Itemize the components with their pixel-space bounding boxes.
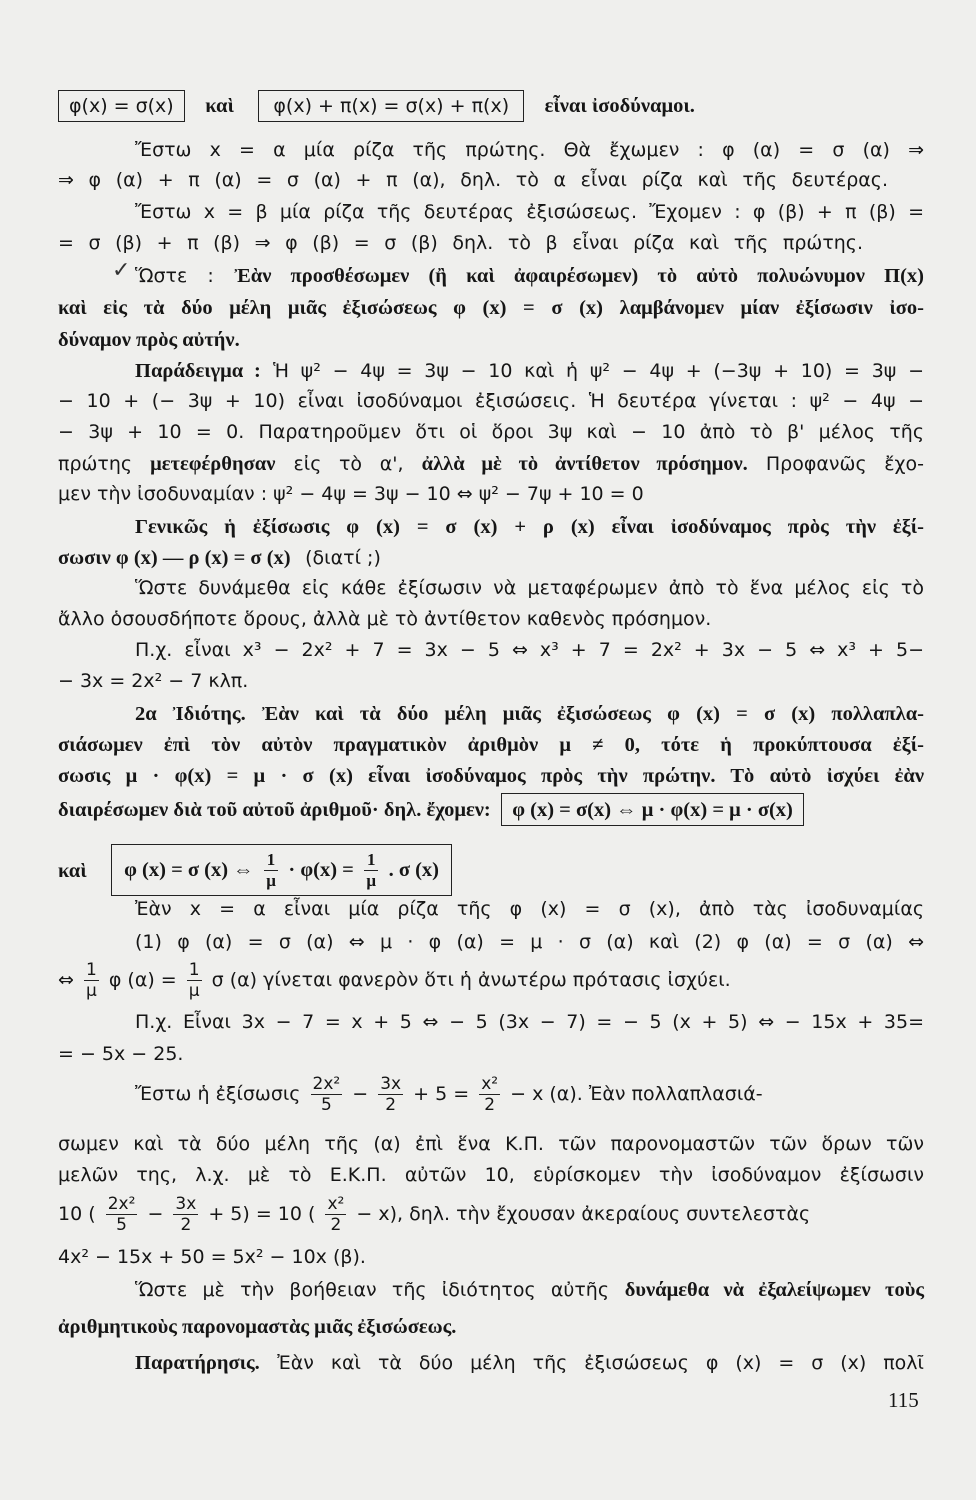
boxed-equation-2: φ(x) + π(x) = σ(x) + π(x) — [258, 90, 524, 122]
fraction — [364, 850, 378, 891]
boxed-equation-3 — [501, 793, 804, 826]
text-line: ⇒ φ (α) + π (α) = σ (α) + π (α), δηλ. τὸ α εἶναι ρίζα καὶ τῆς δευτέρας. — [58, 169, 888, 191]
denominator: μ — [266, 871, 276, 890]
page-number: 115 — [888, 1388, 919, 1412]
text-segment: σ (α) γίνεται φανερὸν ὅτι ἡ ἀνωτέρω πρότασις ἰσχύει. — [211, 969, 731, 991]
fraction — [378, 1074, 403, 1115]
remark-line — [135, 1348, 924, 1377]
bold-rule-text: Ἐὰν προσθέσωμεν (ἢ καὶ ἀφαιρέσωμεν) τὸ αὐτὸ πολυώνυμον Π(x) — [234, 265, 924, 287]
bold-rule-text: καὶ εἰς τὰ δύο μέλη μιᾶς ἐξισώσεως φ (x) = σ (x) λαμβάνομεν μίαν ἐξίσωσιν ἰσο- — [58, 297, 924, 319]
equation-text: φ (x) = σ (x) ⇔ — [124, 859, 254, 881]
equation-cleared-line — [58, 1192, 924, 1236]
numerator: 1 — [188, 960, 200, 980]
numerator: 1 — [85, 960, 97, 980]
text-line: = − 5x − 25. — [58, 1043, 184, 1065]
text-hoste: Ὥστε : — [135, 265, 214, 287]
text-line: μελῶν της, λ.χ. μὲ τὸ Ε.Κ.Π. αὐτῶν 10, εὑρίσκομεν τὴν ἰσοδύναμον ἐξίσωσιν — [58, 1164, 924, 1186]
text-segment: Ὥστε μὲ τὴν βοήθειαν τῆς ἰδιότητος αὐτῆς — [135, 1279, 609, 1301]
denominator: μ — [188, 981, 200, 1001]
denominator: 2 — [330, 1215, 342, 1235]
fraction — [106, 1194, 138, 1235]
denominator: 5 — [116, 1215, 127, 1235]
example-text: Ἡ ψ² − 4ψ = 3ψ − 10 καὶ ἡ ψ² − 4ψ + (−3ψ + 10) = 3ψ − — [273, 360, 924, 382]
denominator: 5 — [320, 1095, 332, 1115]
boxed-equation-4 — [111, 844, 452, 896]
numerator: 2x² — [107, 1194, 136, 1214]
bold-rule-text: σωσις μ · φ(x) = μ · σ (x) εἶναι ἰσοδύναμος πρὸς τὴν πρώτην. Τὸ αὐτὸ ἰσχύει ἐὰν — [58, 765, 924, 787]
bold-text-segment: ἀριθμητικοὺς παρονομαστὰς μιᾶς ἐξισώσεως. — [58, 1316, 457, 1338]
text-segment: + 5 = — [413, 1083, 470, 1105]
bold-rule-text: Γενικῶς ἡ ἐξίσωσις φ (x) = σ (x) + ρ (x) εἶναι ἰσοδύναμος πρὸς τὴν ἐξί- — [135, 516, 924, 538]
text-line: Ἔστω x = β μία ρίζα τῆς δευτέρας ἐξισώσεως. Ἔχομεν : φ (β) + π (β) = — [135, 201, 924, 223]
remark-label: Παρατήρησις. — [135, 1352, 260, 1374]
denominator: μ — [85, 981, 97, 1001]
mixed-text-line — [135, 1275, 924, 1304]
text-line: σωμεν καὶ τὰ δύο μέλη τῆς (α) ἐπὶ ἕνα Κ.Π. τῶν παρονομαστῶν τῶν ὅρων τῶν — [58, 1133, 924, 1155]
text-line: Π.χ. εἶναι x³ − 2x² + 7 = 3x − 5 ⇔ x³ + 7 = 2x² + 3x − 5 ⇔ x³ + 5− — [135, 639, 924, 661]
numerator: 2x² — [312, 1074, 341, 1094]
text-line — [58, 1312, 924, 1341]
text-line — [135, 699, 924, 728]
text-line — [58, 293, 924, 322]
rule-statement-line — [135, 261, 924, 290]
bold-text-segment: ἀλλὰ μὲ τὸ ἀντίθετον πρόσημον. — [421, 453, 748, 475]
text-segment: Ἔστω ἡ ἐξίσωσις — [135, 1083, 301, 1105]
mixed-text-line — [58, 449, 924, 478]
text-line: − 10 + (− 3ψ + 10) εἶναι ἰσοδύναμοι ἐξισώσεις. Ἡ δευτέρα γίνεται : ψ² − 4ψ − — [58, 390, 924, 412]
text-segment: − x), δηλ. τὴν ἔχουσαν ἀκεραίους συντελεστὰς — [356, 1203, 811, 1225]
fraction — [264, 850, 278, 891]
text-segment: εἰς τὸ α', — [293, 453, 404, 475]
denominator: 2 — [385, 1095, 397, 1115]
denominator: 2 — [484, 1095, 496, 1115]
numerator: x² — [481, 1074, 499, 1094]
text-line: μεν τὴν ἰσοδυναμίαν : ψ² − 4ψ = 3ψ − 10 ⇔ ψ² − 7ψ + 10 = 0 — [58, 483, 644, 505]
fraction — [187, 960, 202, 1001]
example-line — [135, 356, 924, 385]
text-line: − 3ψ + 10 = 0. Παρατηροῦμεν ὅτι οἱ ὅροι 3ψ καὶ − 10 ἀπὸ τὸ β' μέλος τῆς — [58, 421, 924, 443]
text-segment: ⇔ — [58, 969, 74, 991]
equivalence-boxes-line — [58, 90, 924, 122]
text-segment: 10 ( — [58, 1203, 96, 1225]
text-line: Ἔστω x = α μία ρίζα τῆς πρώτης. Θὰ ἔχωμεν : φ (α) = σ (α) ⇒ — [135, 139, 924, 161]
boxed-equation-1: φ(x) = σ(x) — [58, 90, 185, 122]
bold-rule-text: 2α Ἰδιότης. Ἐὰν καὶ τὰ δύο μέλη μιᾶς ἐξισώσεως φ (x) = σ (x) πολλαπλα- — [135, 703, 924, 725]
fraction — [479, 1074, 500, 1115]
text-line: Ὥστε δυνάμεθα εἰς κάθε ἐξίσωσιν νὰ μεταφέρωμεν ἀπὸ τὸ ἕνα μέλος εἰς τὸ — [135, 577, 924, 599]
text-segment: (διατί ;) — [305, 547, 381, 569]
bold-text-segment: δυνάμεθα νὰ ἐξαλείψωμεν τοὺς — [624, 1279, 924, 1301]
text-segment: − x (α). Ἐὰν πολλαπλασιά- — [510, 1083, 763, 1105]
text-line: (1) φ (α) = σ (α) ⇔ μ · φ (α) = μ · σ (α) καὶ (2) φ (α) = σ (α) ⇔ — [135, 931, 924, 953]
mixed-text-line — [58, 543, 924, 572]
text-line — [135, 512, 924, 541]
text-line: 4x² − 15x + 50 = 5x² − 10x (β). — [58, 1246, 366, 1268]
equation-text: φ (x) = σ(x) ⇔ μ · φ(x) = μ · σ(x) — [512, 799, 793, 821]
checkmark-icon: ✓ — [112, 258, 131, 283]
bold-rule-text: σιάσωμεν ἐπὶ τὸν αὐτὸν πραγματικὸν ἀριθμὸν μ ≠ 0, τότε ἡ προκύπτουσα ἐξί- — [58, 734, 924, 756]
numerator: x² — [327, 1194, 345, 1214]
boxed-rule-line — [58, 793, 924, 826]
text-line — [58, 730, 924, 759]
numerator: 3x — [380, 1074, 402, 1094]
fraction — [173, 1194, 198, 1235]
text-segment: Προφανῶς ἔχο- — [765, 453, 924, 475]
text-segment: − — [352, 1083, 369, 1105]
numerator: 3x — [175, 1194, 197, 1214]
boxed-division-line — [58, 844, 924, 896]
numerator: 1 — [264, 850, 278, 871]
fraction — [84, 960, 99, 1001]
text-segment: + 5) = 10 ( — [208, 1203, 316, 1225]
text-line: − 3x = 2x² − 7 κλπ. — [58, 670, 249, 692]
text-line: Π.χ. Εἶναι 3x − 7 = x + 5 ⇔ − 5 (3x − 7) = − 5 (x + 5) ⇔ − 15x + 35= — [135, 1011, 924, 1033]
text-segment: − — [147, 1203, 164, 1225]
bold-text-segment: σωσιν φ (x) — ρ (x) = σ (x) — [58, 547, 291, 569]
fraction — [325, 1194, 346, 1235]
text-line — [58, 325, 924, 354]
text-kai: καὶ — [58, 859, 87, 882]
text-line — [58, 761, 924, 790]
text-line: Ἐὰν x = α εἶναι μία ρίζα τῆς φ (x) = σ (x), ἀπὸ τὰς ἰσοδυναμίας — [135, 898, 924, 920]
text-segment: Ἐὰν καὶ τὰ δύο μέλη τῆς ἐξισώσεως φ (x) = σ (x) πολῖ — [277, 1352, 924, 1374]
numerator: 1 — [364, 850, 378, 871]
text-segment: φ (α) = — [108, 969, 177, 991]
fraction — [311, 1074, 343, 1115]
equation-text: · φ(x) = — [288, 859, 354, 881]
bold-rule-text: διαιρέσωμεν διὰ τοῦ αὐτοῦ ἀριθμοῦ· δηλ. ἔχομεν: — [58, 799, 491, 821]
denominator: 2 — [180, 1215, 192, 1235]
text-equivalent: εἶναι ἰσοδύναμοι. — [544, 95, 695, 117]
example-label: Παράδειγμα : — [135, 360, 261, 382]
text-segment: πρώτης — [58, 453, 133, 475]
equation-alpha-line — [135, 1072, 924, 1116]
bold-text-segment: μετεφέρθησαν — [150, 453, 276, 475]
text-line: = σ (β) + π (β) ⇒ φ (β) = σ (β) δηλ. τὸ β εἶναι ρίζα καὶ τῆς πρώτης. — [58, 232, 863, 254]
text-line: ἄλλο ὁσουσδήποτε ὅρους, ἀλλὰ μὲ τὸ ἀντίθετον καθενὸς πρόσημον. — [58, 608, 712, 630]
fraction-line — [58, 958, 924, 1002]
text-kai: καὶ — [205, 95, 234, 117]
bold-rule-text: δύναμον πρὸς αὐτήν. — [58, 329, 240, 351]
equation-text: . σ (x) — [388, 859, 439, 881]
denominator: μ — [366, 871, 377, 890]
